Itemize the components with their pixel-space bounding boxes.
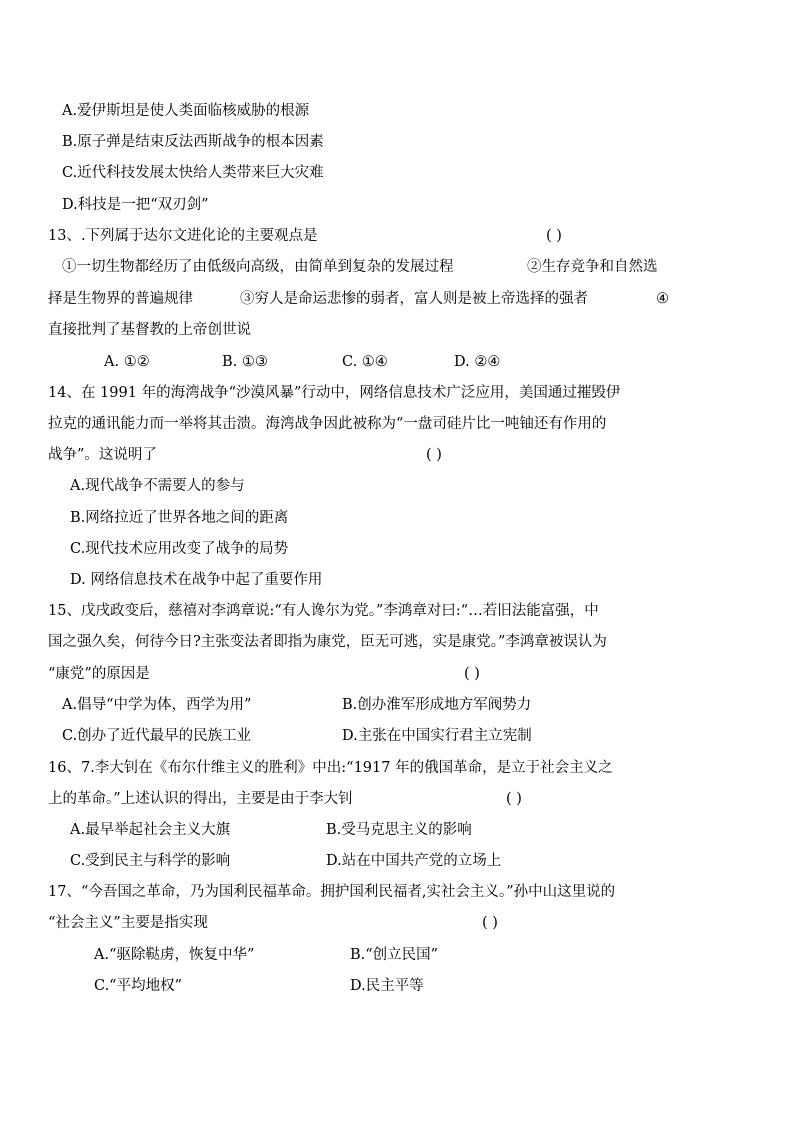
q15-option-d: D.主张在中国实行君主立宪制 [342,728,532,744]
q13-item-4b: 直接批判了基督教的上帝创世说 [48,322,251,338]
q13-item-4a: ④ [656,291,669,307]
q13-answer-paren: ( ) [546,228,562,244]
q17-option-d: D.民主平等 [350,978,424,994]
q17-option-b: B.“创立民国” [350,947,439,963]
q12-option-a: A.爱伊斯坦是使人类面临核威胁的根源 [62,103,310,119]
q14-option-b: B.网络拉近了世界各地之间的距离 [70,510,289,526]
q12-option-c: C.近代科技发展太快给人类带来巨大灾难 [62,165,324,181]
q13-option-d: D. ②④ [454,354,501,370]
q12-option-b: B.原子弹是结束反法西斯战争的根本因素 [62,134,324,150]
q16-answer-paren: ( ) [506,791,522,807]
q13-option-c: C. ①④ [342,354,388,370]
q15-option-c: C.创办了近代最早的民族工业 [62,728,252,744]
q17-option-c: C.“平均地权” [94,978,183,994]
q13-item-2a: ②生存竞争和自然选 [527,259,658,275]
q16-option-a: A.最早举起社会主义大旗 [70,822,231,838]
q14-line-3: 战争”。这说明了 [48,447,157,463]
q12-option-d: D.科技是一把“双刃剑” [62,197,209,213]
q15-line-3: “康党”的原因是 [48,666,150,682]
q16-option-b: B.受马克思主义的影响 [326,822,472,838]
q16-line-1: 16、7.李大钊在《布尔什维主义的胜利》中出:“1917 年的俄国革命，是立于社会主义之 [48,760,613,776]
q14-option-d: D. 网络信息技术在战争中起了重要作用 [70,572,323,588]
q15-answer-paren: ( ) [464,666,480,682]
q14-option-a: A.现代战争不需要人的参与 [70,478,245,494]
q16-option-c: C.受到民主与科学的影响 [70,853,231,869]
q15-option-b: B.创办淮军形成地方军阀势力 [342,697,532,713]
q13-option-a: A. ①② [104,354,150,370]
q17-line-1: 17、“今吾国之革命，乃为国利民福革命。拥护国利民福者,实社会主义。”孙中山这里说的 [48,884,616,900]
q14-answer-paren: ( ) [426,447,442,463]
q13-item-2b: 择是生物界的普遍规律 [48,291,193,307]
q16-line-2: 上的革命。”上述认识的得出，主要是由于李大钊 [48,791,353,807]
q13-item-1: ①一切生物都经历了由低级向高级，由简单到复杂的发展过程 [62,259,454,275]
q17-option-a: A.“驱除鞑虏，恢复中华” [94,947,255,963]
q15-option-a: A.倡导“中学为体，西学为用” [62,697,252,713]
q14-line-1: 14、在 1991 年的海湾战争“沙漠风暴”行动中，网络信息技术广泛应用，美国通过摧毁伊 [48,385,621,401]
q15-line-2: 国之强久矣，何待今日?主张变法者即指为康党，臣无可逃，实是康党。”李鸿章被误认为 [48,634,607,650]
q13-option-b: B. ①③ [222,354,268,370]
q17-line-2: “社会主义”主要是指实现 [48,915,208,931]
q16-option-d: D.站在中国共产党的立场上 [326,853,502,869]
q13-item-3: ③穷人是命运悲惨的弱者，富人则是被上帝选择的强者 [240,291,588,307]
q14-line-2: 拉克的通讯能力而一举将其击溃。海湾战争因此被称为“一盘司硅片比一吨铀还有作用的 [48,416,607,432]
q14-option-c: C.现代技术应用改变了战争的局势 [70,541,289,557]
q13-stem: 13、.下列属于达尔文进化论的主要观点是 [48,228,318,244]
q15-line-1: 15、戊戌政变后，慈禧对李鸿章说:“有人谗尔为党。”李鸿章对曰:“…若旧法能富强，中 [48,603,599,619]
q17-answer-paren: ( ) [482,915,498,931]
